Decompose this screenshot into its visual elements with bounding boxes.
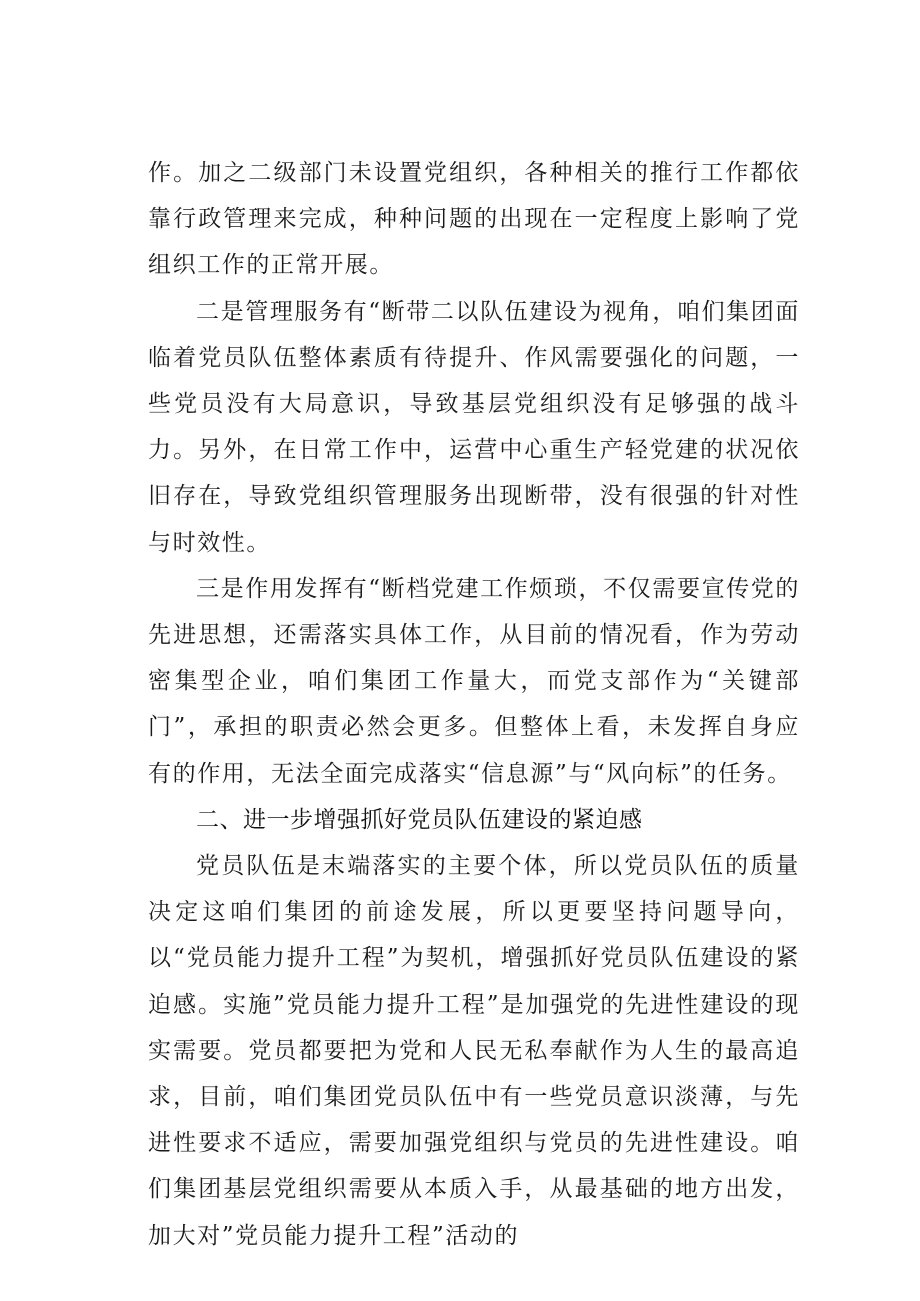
paragraph-management-service: 二是管理服务有“断带二以队伍建设为视角，咱们集团面临着党员队伍整体素质有待提升、作风需要强化的问题，一些党员没有大局意识，导致基层党组织没有足够强的战斗力。另外，在日常工作中，运营中心重生产轻党建的状况依旧存在，导致党组织管理服务出现断带，没有很强的针对性与时效性。 [148, 298, 800, 556]
paragraph-role-function: 三是作用发挥有“断档党建工作烦琐，不仅需要宣传党的先进思想，还需落实具体工作，从目前的情况看，作为劳动密集型企业，咱们集团工作量大，而党支部作为“关键部门”，承担的职责必然会更多。但整体上看，未发挥自身应有的作用，无法全面完成落实“信息源”与“风向标”的任务。 [148, 575, 800, 787]
paragraph-party-member-team: 党员队伍是末端落实的主要个体，所以党员队伍的质量决定这咱们集团的前途发展，所以更要坚持问题导向，以“党员能力提升工程”为契机，增强抓好党员队伍建设的紧迫感。实施”党员能力提升工程”是加强党的先进性建设的现实需要。党员都要把为党和人民无私奉献作为人生的最高追求，目前，咱们集团党员队伍中有一些党员意识淡薄，与先进性要求不适应，需要加强党组织与党员的先进性建设。咱们集团基层党组织需要从本质入手，从最基础的地方出发，加大对”党员能力提升工程”活动的 [148, 853, 800, 1249]
document-body [148, 150, 800, 1259]
section-heading: 二、进一步增强抓好党员队伍建设的紧迫感 [196, 806, 643, 833]
paragraph-continuation: 作。加之二级部门未设置党组织，各种相关的推行工作都依靠行政管理来完成，种种问题的出现在一定程度上影响了党组织工作的正常开展。 [148, 160, 800, 279]
